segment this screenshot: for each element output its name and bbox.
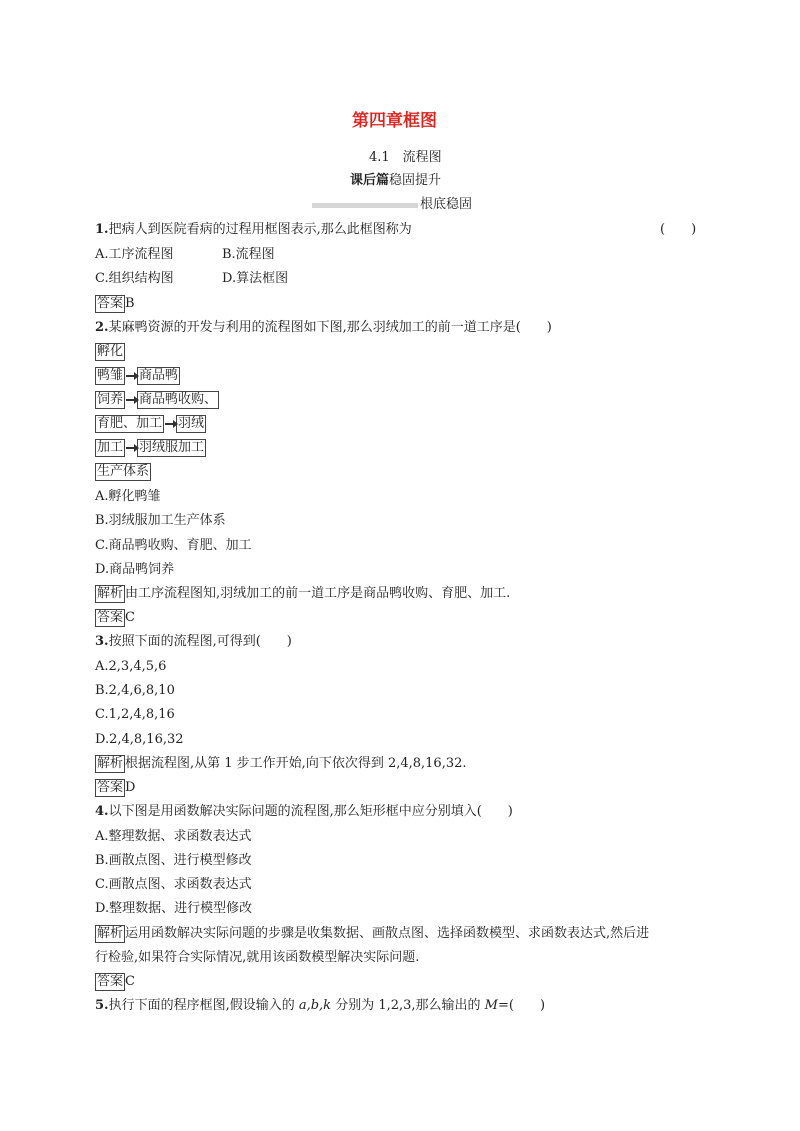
- subtitle: [350, 172, 441, 190]
- q1-paren: ( ): [660, 222, 697, 237]
- chapter-title: 第四章框图: [352, 111, 437, 131]
- q3-answer-value: D: [125, 780, 136, 795]
- flow-row-2: [95, 367, 180, 385]
- q2-option-c: C.商品鸭收购、育肥、加工: [95, 538, 252, 553]
- flow-box-duckling: 鸭雏: [97, 368, 124, 383]
- q3-option-a: A.2,3,4,5,6: [95, 659, 167, 674]
- q2-stem: [95, 319, 552, 337]
- q5-stem: [95, 997, 545, 1015]
- q2-option-b: B.羽绒服加工生产体系: [95, 513, 226, 528]
- q3-option-c: C.1,2,4,8,16: [95, 707, 175, 722]
- q4-analysis-line1: [95, 925, 649, 943]
- q1-answer-value: B: [125, 296, 135, 311]
- flow-box-purchase: 商品鸭收购、: [139, 392, 218, 407]
- flow-box-down-garment: 羽绒服加工: [139, 440, 205, 455]
- flow-box-process: 加工: [97, 440, 124, 455]
- q2-analysis: [95, 585, 510, 603]
- q1-text: 把病人到医院看病的过程用框图表示,那么此框图称为: [108, 222, 412, 237]
- q2-option-a: A.孵化鸭雏: [95, 489, 161, 504]
- analysis-tag: 解析: [97, 586, 124, 601]
- flow-box-raise: 饲养: [97, 392, 124, 407]
- flow-row-5: [95, 439, 206, 457]
- q4-option-c: C.画散点图、求函数表达式: [95, 877, 252, 892]
- q4-option-d: D.整理数据、进行模型修改: [95, 901, 253, 916]
- q4-option-b: B.画散点图、进行模型修改: [95, 853, 252, 868]
- q4-stem: [95, 803, 513, 821]
- section-title: 4.1 流程图: [369, 150, 442, 165]
- q3-analysis: [95, 755, 467, 773]
- q2-option-d: D.商品鸭饲养: [95, 562, 175, 577]
- q4-answer-value: C: [125, 974, 135, 989]
- level-label: 根底稳固: [420, 197, 473, 212]
- q3-text: 按照下面的流程图,可得到( ): [108, 634, 292, 649]
- q5-vars: a,b,k: [298, 998, 332, 1013]
- answer-tag: 答案: [97, 780, 124, 795]
- q5-output-var: M: [484, 998, 498, 1013]
- q5-text-pre: 执行下面的程序框图,假设输入的: [108, 998, 299, 1013]
- q2-text: 某麻鸭资源的开发与利用的流程图如下图,那么羽绒加工的前一道工序是( ): [108, 320, 552, 335]
- q2-answer: [95, 609, 135, 627]
- flow-box-commercial-duck: 商品鸭: [139, 368, 179, 383]
- q4-option-a: A.整理数据、求函数表达式: [95, 829, 252, 844]
- q2-analysis-text: 由工序流程图知,羽绒加工的前一道工序是商品鸭收购、育肥、加工.: [125, 586, 511, 601]
- q3-stem: [95, 633, 292, 651]
- analysis-tag: 解析: [97, 926, 124, 941]
- q3-number: 3.: [95, 634, 109, 649]
- q1-option-a: A.工序流程图: [95, 247, 174, 262]
- subtitle-rest: 稳固提升: [389, 173, 442, 188]
- arrow-icon: [126, 375, 136, 377]
- q1-option-d: D.算法框图: [222, 271, 289, 286]
- q1-option-c: C.组织结构图: [95, 271, 174, 286]
- q4-text: 以下图是用函数解决实际问题的流程图,那么矩形框中应分别填入( ): [108, 804, 513, 819]
- q3-answer: [95, 779, 135, 797]
- answer-tag: 答案: [97, 296, 124, 311]
- q5-text-post: =( ): [497, 998, 546, 1013]
- q1-number: 1.: [95, 222, 109, 237]
- flow-box-fatten-process: 育肥、加工: [97, 416, 163, 431]
- flow-row-1: [95, 343, 125, 361]
- flow-row-3: [95, 391, 219, 409]
- arrow-icon: [126, 399, 136, 401]
- analysis-tag: 解析: [97, 756, 124, 771]
- arrow-icon: [126, 447, 136, 449]
- q2-answer-value: C: [125, 610, 135, 625]
- flow-row-6: [95, 463, 151, 481]
- q5-number: 5.: [95, 998, 109, 1013]
- q4-analysis-line2: 行检验,如果符合实际情况,就用该函数模型解决实际问题.: [95, 950, 420, 965]
- q2-number: 2.: [95, 320, 109, 335]
- flow-box-down: 羽绒: [178, 416, 205, 431]
- arrow-icon: [165, 423, 175, 425]
- q3-analysis-text: 根据流程图,从第 1 步工作开始,向下依次得到 2,4,8,16,32.: [125, 756, 467, 771]
- q1-option-b: B.流程图: [222, 247, 275, 262]
- answer-tag: 答案: [97, 610, 124, 625]
- q1-answer: [95, 295, 135, 313]
- level-band: [312, 203, 418, 208]
- q3-option-d: D.2,4,8,16,32: [95, 732, 184, 747]
- flow-row-4: [95, 415, 206, 433]
- q4-analysis-text-1: 运用函数解决实际问题的步骤是收集数据、画散点图、选择函数模型、求函数表达式,然后进: [125, 926, 650, 941]
- subtitle-bold: 课后篇: [350, 173, 390, 188]
- flow-box-hatch: 孵化: [97, 344, 124, 359]
- q5-text-mid: 分别为 1,2,3,那么输出的: [331, 998, 485, 1013]
- flow-box-production-system: 生产体系: [97, 464, 150, 479]
- q4-answer: [95, 973, 135, 991]
- answer-tag: 答案: [97, 974, 124, 989]
- q1-stem: [95, 221, 412, 239]
- q4-number: 4.: [95, 804, 109, 819]
- q3-option-b: B.2,4,6,8,10: [95, 683, 175, 698]
